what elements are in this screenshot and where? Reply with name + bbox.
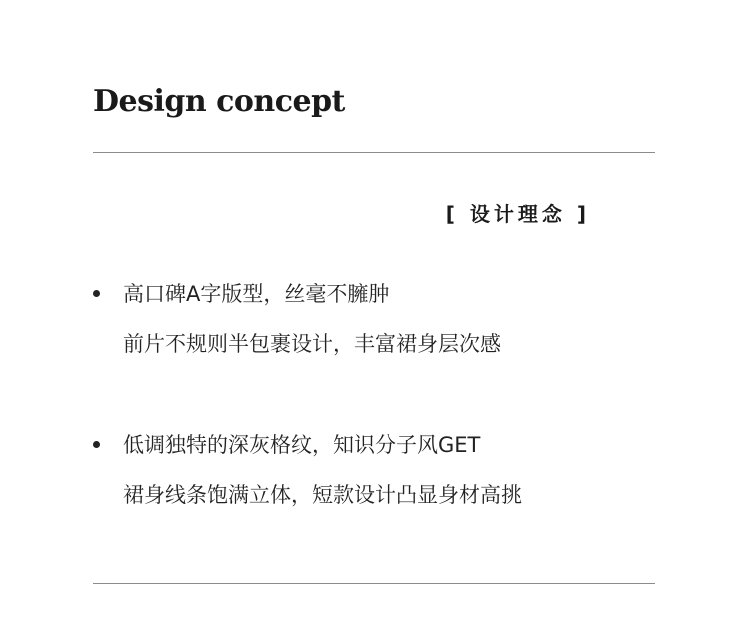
feature-item [93,278,693,378]
feature-line [93,278,693,328]
feature-text: 高口碑A字版型，丝毫不臃肿 [123,282,390,306]
bullet-dot-icon [93,441,100,448]
section-heading: Design concept [93,84,345,119]
feature-text: 低调独特的深灰格纹，知识分子风GET [123,433,481,457]
feature-text: 裙身线条饱满立体，短款设计凸显身材高挑 [123,483,522,507]
feature-text: 前片不规则半包裹设计，丰富裙身层次感 [123,332,501,356]
feature-line [93,429,693,479]
feature-line [93,328,693,378]
top-divider [93,152,655,153]
feature-line [93,479,693,529]
bottom-divider [93,583,655,584]
bullet-dot-icon [93,290,100,297]
section-subtitle: [ 设计理念 ] [445,202,590,226]
feature-item [93,429,693,529]
